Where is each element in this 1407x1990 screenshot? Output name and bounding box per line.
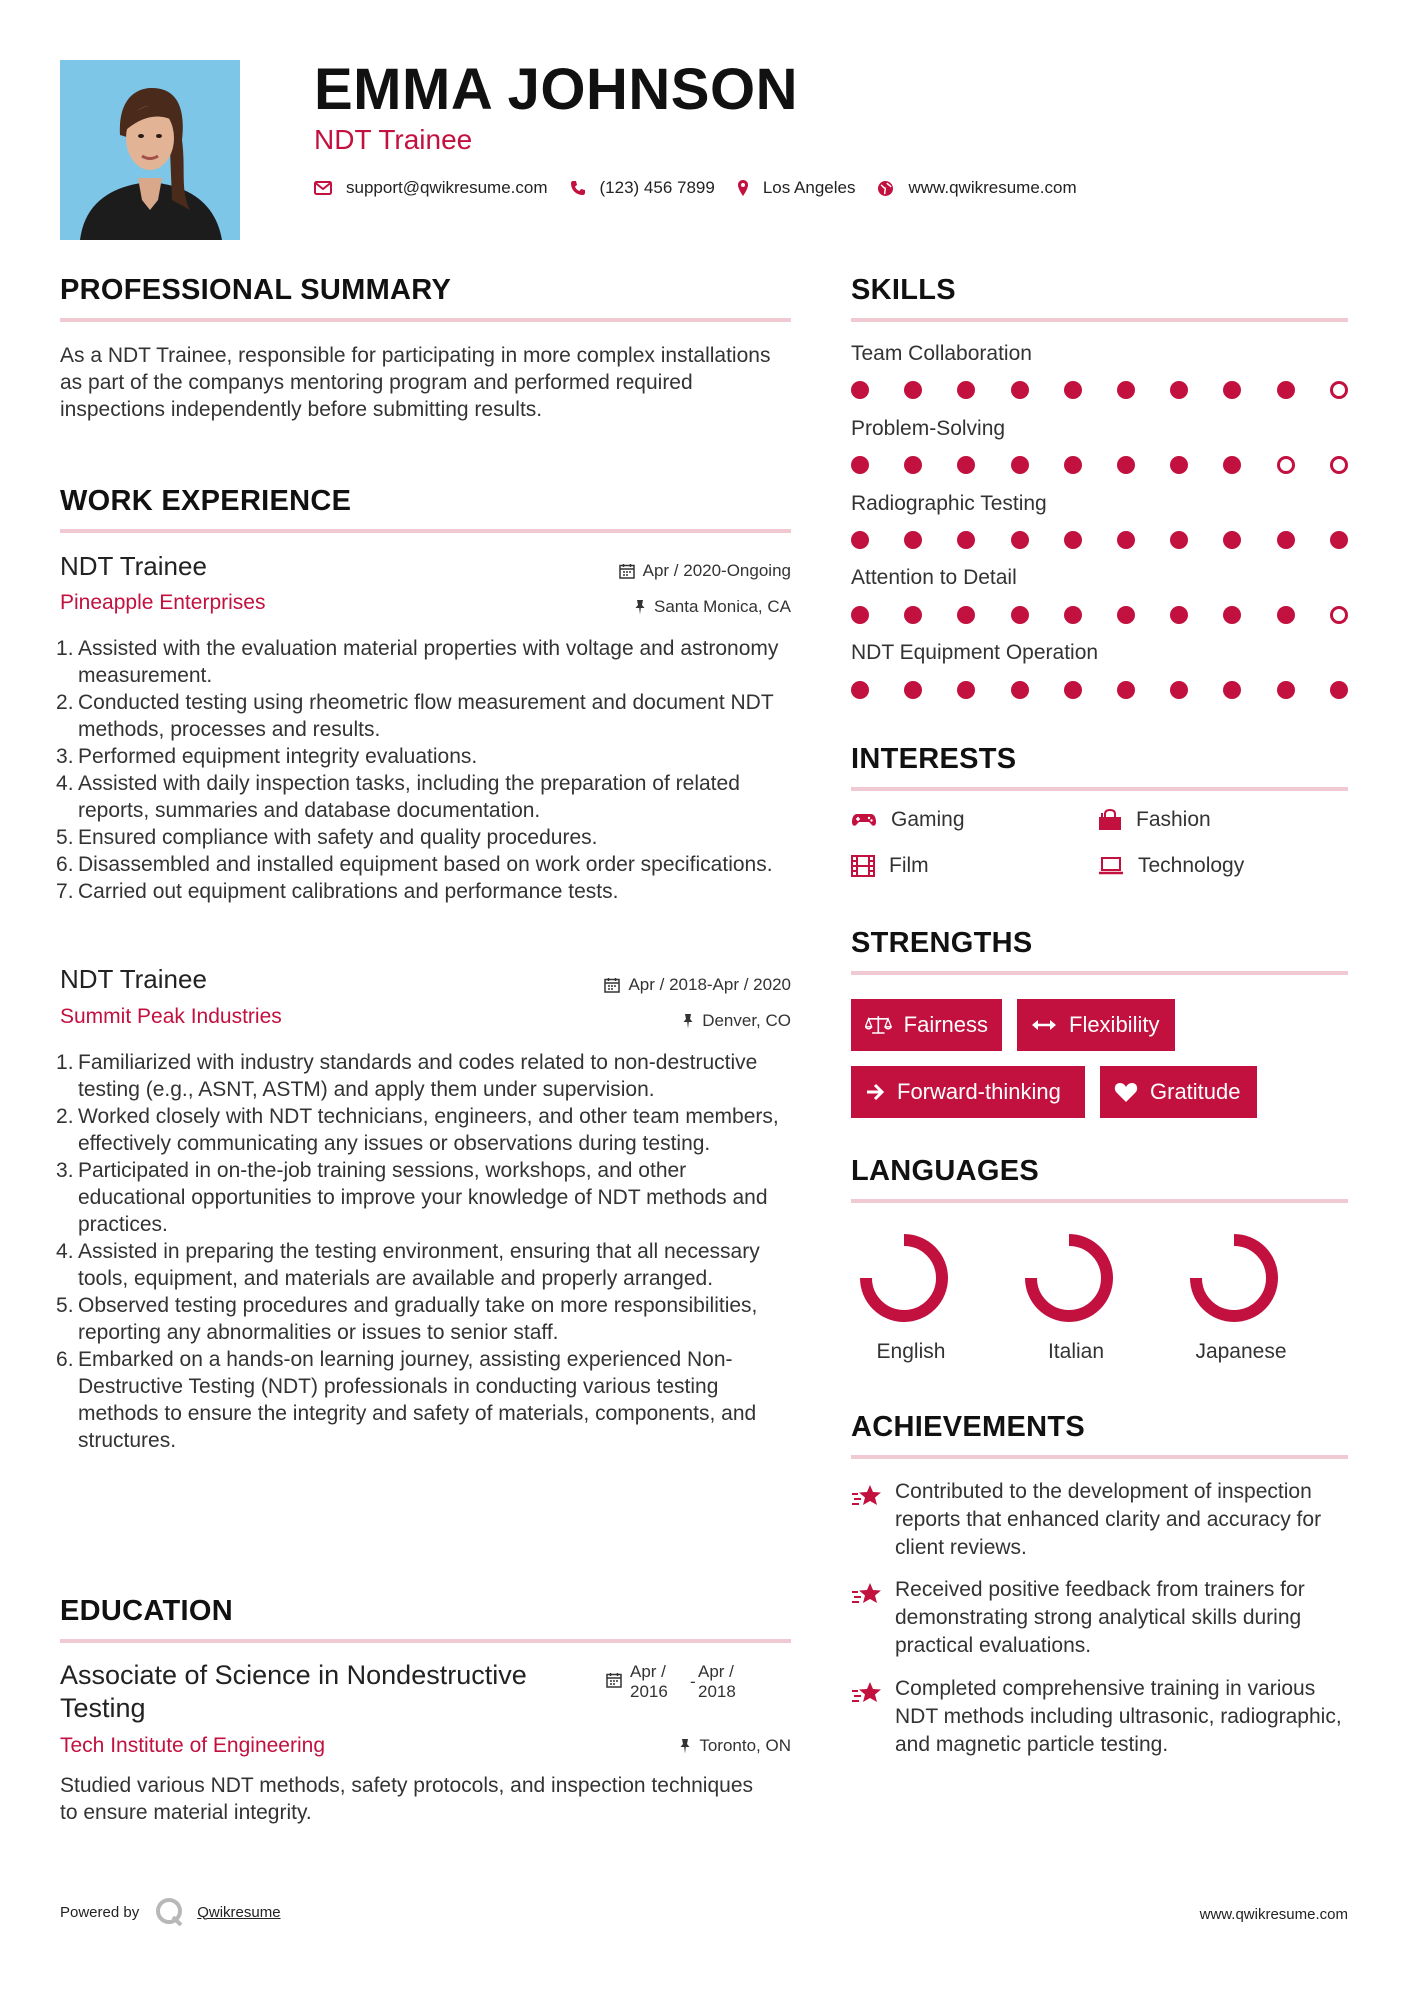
skill-dot-filled <box>851 381 869 399</box>
education-start: Apr / 2016 <box>630 1662 668 1701</box>
achievement-2-text: Received positive feedback from trainers for demonstrating strong analytical skills during practical evaluations. <box>895 1578 1305 1657</box>
list-item: Observed testing procedures and gradually take on more responsibilities, reporting any abnormalities or issues to senior staff. <box>78 1294 758 1344</box>
achievement-3 <box>851 1675 1361 1759</box>
skill-dot-filled <box>1117 456 1135 474</box>
achievements-heading: ACHIEVEMENTS <box>851 1411 1086 1443</box>
calendar-icon <box>619 563 635 579</box>
interest-gaming-label: Gaming <box>891 808 965 831</box>
summary-text: As a NDT Trainee, responsible for participating in more complex installations as part of the companys mentoring program and performed required inspections independently before submitting results. <box>60 344 771 421</box>
language-italian-label: Italian <box>1047 1340 1105 1363</box>
skill-dot-filled <box>851 606 869 624</box>
skill-dot-filled <box>904 606 922 624</box>
list-item: Participated in on-the-job training sessions, workshops, and other educational opportunities to improve your knowledge of NDT methods and practices. <box>78 1159 768 1236</box>
strength-flexibility-label: Flexibility <box>1069 1012 1160 1037</box>
job-1-title: NDT Trainee <box>60 551 207 581</box>
skill-dot-filled <box>1277 681 1295 699</box>
phone-text: (123) 456 7899 <box>599 178 715 197</box>
education-divider <box>60 1639 791 1643</box>
skill-dot-filled <box>1277 606 1295 624</box>
skill-dot-filled <box>1277 531 1295 549</box>
skill-1-rating <box>851 381 1348 401</box>
candidate-name: EMMA JOHNSON <box>314 57 798 122</box>
language-english-gauge <box>856 1226 966 1336</box>
skill-dot-filled <box>851 456 869 474</box>
skill-dot-filled <box>1064 456 1082 474</box>
skill-dot-filled <box>1011 456 1029 474</box>
skill-dot-empty <box>1330 456 1348 474</box>
strength-forward-thinking-label: Forward-thinking <box>897 1079 1061 1104</box>
work-heading: WORK EXPERIENCE <box>60 485 352 517</box>
skill-dot-filled <box>957 381 975 399</box>
interest-fashion-label: Fashion <box>1136 808 1211 831</box>
candidate-title: NDT Trainee <box>314 124 473 155</box>
education-degree: Associate of Science in Nondestructive Testing <box>60 1660 527 1723</box>
job-1-duties <box>60 635 795 905</box>
strength-gratitude-label: Gratitude <box>1150 1079 1241 1104</box>
skill-dot-filled <box>1064 381 1082 399</box>
achievement-1-text: Contributed to the development of inspection reports that enhanced clarity and accuracy for client reviews. <box>895 1480 1322 1559</box>
interests-divider <box>851 787 1348 791</box>
skill-dot-filled <box>1011 381 1029 399</box>
shooting-star-icon <box>851 1679 883 1707</box>
job-2-dates <box>604 975 791 995</box>
location-text: Los Angeles <box>762 178 856 197</box>
language-japanese <box>1186 1226 1296 1386</box>
calendar-icon <box>604 977 620 993</box>
skill-2-name: Problem-Solving <box>851 417 1006 440</box>
interest-technology-label: Technology <box>1138 854 1245 877</box>
balance-scale-icon <box>865 1013 892 1037</box>
skill-dot-filled <box>1170 381 1188 399</box>
pushpin-icon <box>682 1013 694 1029</box>
language-proficiency-arc <box>1031 1240 1107 1316</box>
skill-dot-filled <box>957 606 975 624</box>
skill-dot-filled <box>957 456 975 474</box>
strength-gratitude <box>1100 1066 1257 1118</box>
contact-email[interactable] <box>314 178 548 198</box>
language-proficiency-arc <box>866 1240 942 1316</box>
contact-location <box>737 178 856 198</box>
skill-2-rating <box>851 456 1348 476</box>
list-item: Performed equipment integrity evaluations. <box>78 745 478 768</box>
film-icon <box>851 855 875 877</box>
strength-forward-thinking <box>851 1066 1085 1118</box>
job-2-duties <box>60 1049 795 1454</box>
job-1-company: Pineapple Enterprises <box>60 591 266 614</box>
job-2-location <box>682 1011 791 1031</box>
language-italian <box>1021 1226 1131 1386</box>
job-1-location <box>634 597 791 617</box>
strength-flexibility <box>1017 999 1175 1051</box>
skill-dot-filled <box>1170 681 1188 699</box>
language-japanese-label: Japanese <box>1195 1340 1287 1363</box>
skill-dot-filled <box>1170 606 1188 624</box>
strength-fairness <box>851 999 1002 1051</box>
skill-dot-filled <box>1330 681 1348 699</box>
skill-dot-filled <box>1011 531 1029 549</box>
skill-dot-filled <box>1223 681 1241 699</box>
qwikresume-logo-icon <box>153 1895 187 1929</box>
skill-dot-filled <box>904 531 922 549</box>
job-2-dates-text: Apr / 2018-Apr / 2020 <box>628 975 791 994</box>
skill-dot-filled <box>904 381 922 399</box>
job-1-dates <box>619 561 791 581</box>
skill-3-name: Radiographic Testing <box>851 492 1047 515</box>
globe-icon <box>877 180 894 197</box>
skill-dot-empty <box>1330 381 1348 399</box>
skill-dot-filled <box>1064 531 1082 549</box>
list-item: Assisted with the evaluation material properties with voltage and astronomy measurement. <box>78 637 779 687</box>
summary-divider <box>60 318 791 322</box>
skill-dot-filled <box>1277 381 1295 399</box>
phone-icon <box>570 180 586 196</box>
skill-dot-filled <box>1170 456 1188 474</box>
skill-dot-filled <box>851 531 869 549</box>
skill-dot-empty <box>1277 456 1295 474</box>
arrow-right-icon <box>865 1082 885 1102</box>
profile-photo <box>60 60 240 240</box>
person-portrait-icon <box>60 60 240 240</box>
skill-dot-filled <box>1117 381 1135 399</box>
education-dates <box>606 1662 758 1702</box>
interest-technology <box>1098 854 1244 878</box>
job-2-title: NDT Trainee <box>60 964 207 994</box>
interest-gaming <box>851 808 965 832</box>
education-date-separator: - <box>690 1672 696 1691</box>
interests-heading: INTERESTS <box>851 743 1017 775</box>
envelope-icon <box>314 181 332 195</box>
contact-website[interactable] <box>877 178 1076 198</box>
laptop-icon <box>1098 856 1124 876</box>
skill-4-rating <box>851 606 1348 626</box>
calendar-icon <box>606 1672 622 1688</box>
list-item: Familiarized with industry standards and codes related to non-destructive testing (e.g., ASNT, ASTM) and apply them under supervision. <box>78 1051 758 1101</box>
language-japanese-gauge <box>1186 1226 1296 1336</box>
skill-dot-filled <box>1011 681 1029 699</box>
work-divider <box>60 529 791 533</box>
skill-dot-filled <box>1330 531 1348 549</box>
list-item: Assisted in preparing the testing environment, ensuring that all necessary tools, equipment, and materials are available and properly arranged. <box>78 1240 760 1290</box>
skills-heading: SKILLS <box>851 274 956 306</box>
skill-dot-filled <box>1223 381 1241 399</box>
skills-divider <box>851 318 1348 322</box>
achievements-divider <box>851 1455 1348 1459</box>
language-english-label: English <box>876 1340 946 1363</box>
list-item: Disassembled and installed equipment based on work order specifications. <box>78 853 773 876</box>
interest-film-label: Film <box>889 854 929 877</box>
summary-heading: PROFESSIONAL SUMMARY <box>60 274 452 306</box>
double-arrow-icon <box>1031 1018 1057 1032</box>
education-description: Studied various NDT methods, safety protocols, and inspection techniques to ensure material integrity. <box>60 1774 753 1824</box>
strengths-divider <box>851 971 1348 975</box>
strength-fairness-label: Fairness <box>903 1012 988 1037</box>
website-text: www.qwikresume.com <box>908 178 1077 197</box>
skill-dot-filled <box>1064 681 1082 699</box>
list-item: Conducted testing using rheometric flow measurement and document NDT methods, processes and results. <box>78 691 774 741</box>
skill-5-rating <box>851 681 1348 701</box>
email-text: support@qwikresume.com <box>346 178 548 197</box>
strengths-heading: STRENGTHS <box>851 927 1033 959</box>
language-proficiency-arc <box>1196 1240 1272 1316</box>
skill-dot-filled <box>1223 606 1241 624</box>
education-end: Apr / 2018 <box>698 1662 736 1701</box>
interest-film <box>851 854 929 878</box>
skill-3-rating <box>851 531 1348 551</box>
footer-url[interactable]: www.qwikresume.com <box>1199 1906 1348 1923</box>
skill-1-name: Team Collaboration <box>851 342 1032 365</box>
shopping-bag-icon <box>1098 809 1122 831</box>
education-location <box>679 1736 791 1756</box>
job-1-dates-text: Apr / 2020-Ongoing <box>642 561 791 580</box>
heart-icon <box>1114 1081 1138 1103</box>
gamepad-icon <box>851 811 877 829</box>
language-english <box>856 1226 966 1386</box>
skill-dot-filled <box>851 681 869 699</box>
skill-dot-filled <box>1117 681 1135 699</box>
list-item: Carried out equipment calibrations and performance tests. <box>78 880 619 903</box>
footer-powered-by <box>60 1895 281 1929</box>
contact-phone[interactable] <box>570 178 715 198</box>
skill-dot-filled <box>1223 456 1241 474</box>
skill-dot-filled <box>1064 606 1082 624</box>
list-item: Embarked on a hands-on learning journey, assisting experienced Non-Destructive Testing (NDT) professionals in conducting various testing methods to ensure the integrity and safety of materials, components, and structures. <box>78 1348 757 1452</box>
job-2-location-text: Denver, CO <box>702 1011 791 1030</box>
skill-dot-filled <box>1117 606 1135 624</box>
interest-fashion <box>1098 808 1211 832</box>
skill-5-name: NDT Equipment Operation <box>851 641 1099 664</box>
job-2-company: Summit Peak Industries <box>60 1005 282 1028</box>
skill-dot-filled <box>1011 606 1029 624</box>
skill-dot-filled <box>1223 531 1241 549</box>
skill-dot-filled <box>957 681 975 699</box>
brand-link[interactable]: Qwikresume <box>197 1903 281 1921</box>
education-heading: EDUCATION <box>60 1595 233 1627</box>
list-item: Worked closely with NDT technicians, engineers, and other team members, effectively communicating any issues or observations during testing. <box>78 1105 779 1155</box>
skill-dot-filled <box>904 456 922 474</box>
pushpin-icon <box>679 1738 691 1754</box>
language-italian-gauge <box>1021 1226 1131 1336</box>
achievement-2 <box>851 1576 1361 1660</box>
job-1-location-text: Santa Monica, CA <box>653 597 791 616</box>
languages-heading: LANGUAGES <box>851 1155 1039 1187</box>
skill-4-name: Attention to Detail <box>851 566 1017 589</box>
pushpin-icon <box>634 599 646 615</box>
list-item: Ensured compliance with safety and quality procedures. <box>78 826 598 849</box>
education-school: Tech Institute of Engineering <box>60 1734 326 1757</box>
languages-divider <box>851 1199 1348 1203</box>
list-item: Assisted with daily inspection tasks, including the preparation of related reports, summaries and database documentation. <box>78 772 740 822</box>
skill-dot-empty <box>1330 606 1348 624</box>
shooting-star-icon <box>851 1482 883 1510</box>
skill-dot-filled <box>1117 531 1135 549</box>
skill-dot-filled <box>957 531 975 549</box>
powered-by-text: Powered by <box>60 1903 140 1921</box>
skill-dot-filled <box>904 681 922 699</box>
map-marker-icon <box>737 179 749 197</box>
contact-bar <box>314 178 1099 198</box>
skill-dot-filled <box>1170 531 1188 549</box>
achievement-1 <box>851 1478 1361 1562</box>
education-location-text: Toronto, ON <box>699 1736 791 1755</box>
achievement-3-text: Completed comprehensive training in various NDT methods including ultrasonic, radiographic, and magnetic particle testing. <box>895 1677 1342 1756</box>
shooting-star-icon <box>851 1580 883 1608</box>
